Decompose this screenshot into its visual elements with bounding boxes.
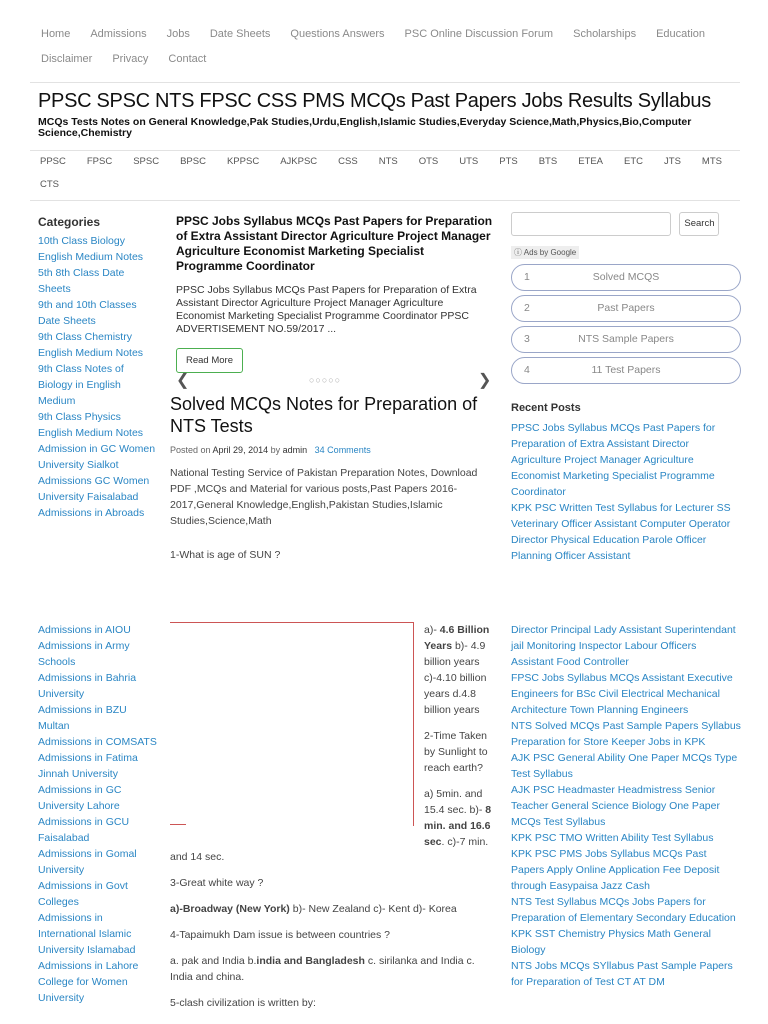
ad-link-number: 1 bbox=[524, 271, 530, 283]
q4-options: c. sirilanka and India c. India and china. bbox=[170, 955, 475, 983]
slider-next-icon[interactable]: ❯ bbox=[478, 372, 492, 389]
ad-link[interactable] bbox=[511, 357, 741, 384]
search-form bbox=[511, 212, 741, 236]
category-link[interactable]: Admissions in International Islamic University Islamabad bbox=[38, 912, 136, 956]
cat-nav-item[interactable]: OTS bbox=[418, 156, 439, 167]
category-link[interactable]: Admissions in Govt Colleges bbox=[38, 880, 128, 908]
cat-nav-item[interactable]: CSS bbox=[338, 156, 358, 167]
top-nav-item[interactable]: Admissions bbox=[90, 28, 147, 40]
recent-post-link[interactable]: PPSC Jobs Syllabus MCQs Past Papers for Preparation of Extra Assistant Director Agriculture Project Manager Agriculture Economist Marketing Specialist Programme Coordinator bbox=[511, 422, 716, 498]
recent-post-link[interactable]: AJK PSC General Ability One Paper MCQs Type Test Syllabus bbox=[511, 752, 738, 780]
ad-link-text: Past Papers bbox=[597, 302, 655, 314]
top-nav-item[interactable]: Disclaimer bbox=[41, 53, 93, 65]
q2-tail: and 14 sec. bbox=[170, 851, 225, 863]
categories-list bbox=[38, 233, 158, 521]
category-link[interactable]: Admissions in Gomal University bbox=[38, 848, 137, 876]
q3-answer: a)-Broadway (New York) bbox=[170, 903, 290, 915]
ads-label-text: Ads by Google bbox=[523, 248, 577, 257]
categories-list-continued bbox=[38, 622, 158, 1006]
question-3: 3-Great white way ? bbox=[170, 877, 264, 889]
ads-by-google-label[interactable]: ⓘ Ads by Google bbox=[511, 246, 579, 259]
q2-answer: 8 min. and 16.6 sec bbox=[424, 804, 492, 848]
question-5: 5-clash civilization is written by: bbox=[170, 997, 316, 1009]
question-answers bbox=[424, 622, 496, 850]
category-link[interactable]: Admissions in Fatima Jinnah University bbox=[38, 752, 138, 780]
search-button[interactable]: Search bbox=[679, 212, 719, 236]
category-link[interactable]: 9th Class Notes of Biology in English Medium bbox=[38, 363, 124, 407]
ad-link-number: 3 bbox=[524, 333, 530, 345]
top-nav-item[interactable]: Education bbox=[656, 28, 706, 40]
read-more-button[interactable]: Read More bbox=[176, 348, 243, 373]
q1-prefix: a)- bbox=[424, 624, 440, 636]
recent-posts-list-continued bbox=[511, 622, 741, 990]
ad-link[interactable] bbox=[511, 264, 741, 291]
category-link[interactable]: Admissions in Lahore College for Women University bbox=[38, 960, 139, 1004]
cat-nav-item[interactable]: ETC bbox=[624, 156, 644, 167]
q4-answer: india and Bangladesh bbox=[256, 955, 365, 967]
top-nav-item[interactable]: Contact bbox=[168, 53, 207, 65]
category-link[interactable]: Admissions in COMSATS bbox=[38, 736, 157, 748]
featured-slider bbox=[176, 214, 494, 373]
divider bbox=[30, 200, 740, 201]
q1-answer: 4.6 Billion Years bbox=[424, 624, 490, 652]
site-tagline: MCQs Tests Notes on General Knowledge,Pak Studies,Urdu,English,Islamic Studies,Everyday Science,Math,Physics,Bio,Computer Science,Chemistry bbox=[38, 116, 692, 139]
q2-options: . c)-7 min. bbox=[441, 836, 489, 848]
category-link[interactable]: Admission in GC Women University Sialkot bbox=[38, 443, 156, 471]
category-link[interactable]: Admissions in Abroads bbox=[38, 507, 145, 519]
cat-nav-item[interactable]: AJKPSC bbox=[280, 156, 318, 167]
recent-post-link[interactable]: FPSC Jobs Syllabus MCQs Assistant Executive Engineers for BSc Civil Electrical Mechanical Architecture Town Planning Engineers bbox=[511, 672, 733, 716]
post-meta bbox=[170, 445, 371, 455]
q1-options: b)- 4.9 billion years c)-4.10 billion years d.4.8 billion years bbox=[424, 640, 487, 716]
category-link[interactable]: Admissions in GC University Lahore bbox=[38, 784, 122, 812]
category-link[interactable]: Admissions in Army Schools bbox=[38, 640, 130, 668]
cat-nav-item[interactable]: CTS bbox=[40, 179, 59, 190]
ad-links bbox=[511, 264, 741, 384]
q2-prefix: a) 5min. and 15.4 sec. b)- bbox=[424, 788, 486, 816]
recent-posts-title: Recent Posts bbox=[511, 402, 581, 414]
ad-link[interactable] bbox=[511, 295, 741, 322]
search-input[interactable] bbox=[511, 212, 671, 236]
cat-nav-item[interactable]: SPSC bbox=[133, 156, 160, 167]
cat-nav-item[interactable]: UTS bbox=[459, 156, 479, 167]
top-nav-item[interactable]: Privacy bbox=[112, 53, 149, 65]
post-author[interactable]: admin bbox=[282, 445, 308, 455]
cat-nav-item[interactable]: JTS bbox=[664, 156, 681, 167]
slider-prev-icon[interactable]: ❮ bbox=[176, 372, 190, 389]
ad-link-text: 11 Test Papers bbox=[591, 364, 661, 376]
post-title[interactable]: Solved MCQs Notes for Preparation of NTS Tests bbox=[170, 394, 478, 436]
ad-link[interactable] bbox=[511, 326, 741, 353]
comments-link[interactable]: 34 Comments bbox=[314, 445, 371, 455]
category-navigation bbox=[30, 156, 740, 202]
ad-link-text: NTS Sample Papers bbox=[578, 333, 674, 345]
category-link[interactable]: 5th 8th Class Date Sheets bbox=[38, 267, 125, 295]
ad-frame[interactable] bbox=[170, 622, 414, 826]
cat-nav-item[interactable]: MTS bbox=[701, 156, 722, 167]
category-link[interactable]: 9th Class Physics English Medium Notes bbox=[38, 411, 144, 439]
question-2: 2-Time Taken by Sunlight to reach earth? bbox=[424, 730, 488, 774]
recent-post-link[interactable]: AJK PSC Headmaster Headmistress Senior Teacher General Science Biology One Paper MCQs Test Syllabus bbox=[511, 784, 720, 828]
top-nav-item[interactable]: PSC Online Discussion Forum bbox=[404, 28, 554, 40]
posted-on-label: Posted on bbox=[170, 445, 211, 455]
cat-nav-item[interactable]: BPSC bbox=[180, 156, 206, 167]
questions-continued bbox=[170, 849, 500, 1011]
recent-post-link[interactable]: NTS Test Syllabus MCQs Jobs Papers for Preparation of Elementary Secondary Education KPK SST Chemistry Physics Math General Biology bbox=[511, 896, 736, 956]
question-4: 4-Tapaimukh Dam issue is between countries ? bbox=[170, 929, 391, 941]
site-title[interactable]: PPSC SPSC NTS FPSC CSS PMS MCQs Past Papers Jobs Results Syllabus bbox=[38, 90, 711, 112]
divider bbox=[30, 82, 740, 83]
ad-frame-corner bbox=[170, 824, 186, 825]
recent-post-link[interactable]: KPK PSC TMO Written Ability Test Syllabus bbox=[511, 832, 714, 844]
top-nav-item[interactable]: Scholarships bbox=[573, 28, 637, 40]
cat-nav-item[interactable]: ETEA bbox=[578, 156, 604, 167]
category-link[interactable]: Admissions in AIOU bbox=[38, 624, 131, 636]
right-sidebar bbox=[511, 212, 741, 564]
cat-nav-item[interactable]: PPSC bbox=[40, 156, 66, 167]
question-1: 1-What is age of SUN ? bbox=[170, 549, 281, 561]
recent-post-link[interactable]: Director Principal Lady Assistant Superintendant jail Monitoring Inspector Labour Officers Assistant Food Controller bbox=[511, 624, 736, 668]
top-nav-item[interactable]: Date Sheets bbox=[209, 28, 271, 40]
post-intro: National Testing Service of Pakistan Preparation Notes, Download PDF ,MCQs and Material for various posts,Past Papers 2016-2017,General Knowledge,English,Pakistan Studies,Islamic Studies,Science,Math bbox=[170, 467, 478, 527]
recent-posts-list bbox=[511, 420, 741, 564]
cat-nav-item[interactable]: FPSC bbox=[86, 156, 113, 167]
recent-post-link[interactable]: KPK PSC Written Test Syllabus for Lecturer SS Veterinary Officer Assistant Computer Operator Director Physical Education Parole Officer Planning Officer Assistant bbox=[511, 502, 731, 562]
q3-options: b)- New Zealand c)- Kent d)- Korea bbox=[289, 903, 457, 915]
top-navigation bbox=[30, 28, 740, 78]
ad-link-text: Solved MCQS bbox=[592, 271, 660, 283]
ad-link-number: 2 bbox=[524, 302, 530, 314]
category-link[interactable]: Admissions in BZU Multan bbox=[38, 704, 127, 732]
category-link[interactable]: Admissions GC Women University Faisalabad bbox=[38, 475, 150, 503]
post-body bbox=[170, 465, 498, 563]
recent-post-link[interactable]: KPK PSC PMS Jobs Syllabus MCQs Past Papers Apply Online Application Fee Deposit through Easypaisa Jazz Cash bbox=[511, 848, 720, 892]
ad-link-number: 4 bbox=[524, 364, 530, 376]
cat-nav-item[interactable]: BTS bbox=[538, 156, 558, 167]
categories-title: Categories bbox=[38, 215, 101, 229]
category-link[interactable]: 9th Class Chemistry English Medium Notes bbox=[38, 331, 144, 359]
category-link[interactable]: Admissions in Bahria University bbox=[38, 672, 137, 700]
cat-nav-item[interactable]: PTS bbox=[499, 156, 518, 167]
by-label: by bbox=[270, 445, 281, 455]
top-nav-item[interactable]: Questions Answers bbox=[290, 28, 385, 40]
top-nav-item[interactable]: Home bbox=[41, 28, 71, 40]
post-date: April 29, 2014 bbox=[212, 445, 269, 455]
slider-dots[interactable]: ○○○○○ bbox=[309, 375, 342, 385]
q4-prefix: a. pak and India b. bbox=[170, 955, 257, 967]
recent-post-link[interactable]: NTS Jobs MCQs SYllabus Past Sample Papers for Preparation of Test CT AT DM bbox=[511, 960, 733, 988]
cat-nav-item[interactable]: KPPSC bbox=[226, 156, 260, 167]
recent-post-link[interactable]: NTS Solved MCQs Past Sample Papers Syllabus Preparation for Store Keeper Jobs in KPK bbox=[511, 720, 741, 748]
slide-title[interactable]: PPSC Jobs Syllabus MCQs Past Papers for Preparation of Extra Assistant Director Agriculture Project Manager Agriculture Economist Marketing Specialist Programme Coordinator bbox=[176, 214, 493, 273]
category-link[interactable]: 9th and 10th Classes Date Sheets bbox=[38, 299, 137, 327]
slide-excerpt: PPSC Jobs Syllabus MCQs Past Papers for Preparation of Extra Assistant Director Agriculture Project Manager Agriculture Economist Marketing Specialist Programme Coordinator PPSC ADVERTISEMENT NO.59/2017 ... bbox=[176, 284, 477, 335]
cat-nav-item[interactable]: NTS bbox=[378, 156, 398, 167]
category-link[interactable]: 10th Class Biology English Medium Notes bbox=[38, 235, 144, 263]
categories-sidebar bbox=[38, 214, 158, 521]
top-nav-item[interactable]: Jobs bbox=[166, 28, 190, 40]
category-link[interactable]: Admissions in GCU Faisalabad bbox=[38, 816, 130, 844]
divider bbox=[30, 150, 740, 151]
